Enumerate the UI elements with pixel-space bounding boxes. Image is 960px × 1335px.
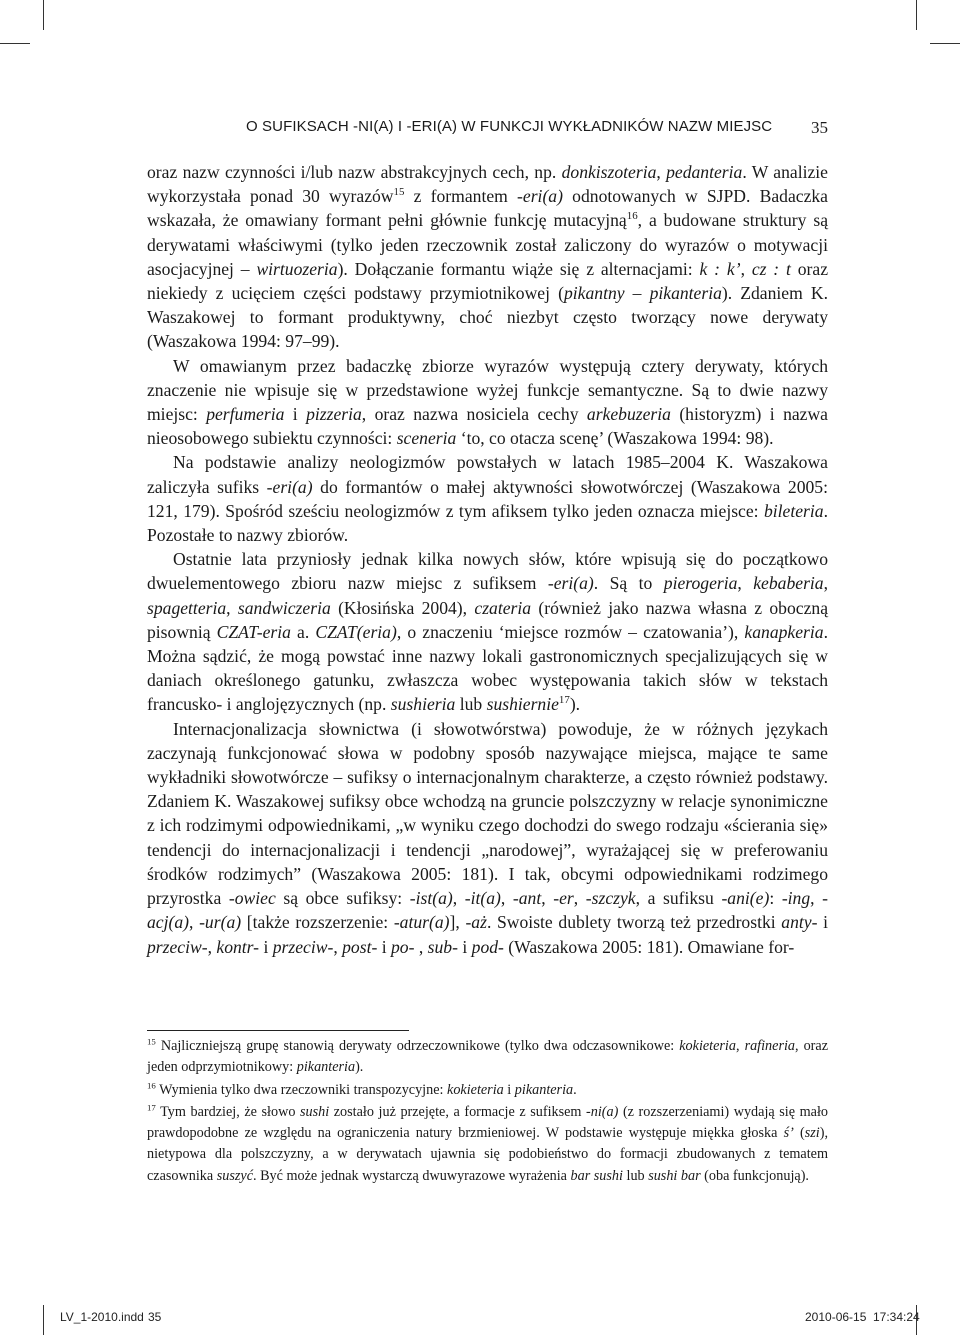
text-run: ,	[414, 936, 428, 957]
italic-term: pikanteria	[296, 1059, 356, 1076]
footer-file: LV_1-2010.indd	[60, 1310, 144, 1324]
text-run: , a budowane struktury są derywatami właściwymi (tylko jeden rzeczownik został zaliczony do wyrazów o motywacji asocjacyjnej –	[147, 210, 829, 279]
text-run: ,	[823, 573, 829, 594]
text-run: ‘to, co otacza scenę’ (Waszakowa 1994: 98).	[456, 428, 774, 449]
footnote-ref: 15	[393, 186, 405, 199]
crop-mark	[916, 0, 917, 30]
italic-term: kanapkeria	[744, 621, 824, 642]
footer-date: 2010-06-15	[805, 1310, 867, 1324]
italic-term: bileteria	[763, 500, 824, 521]
footer-time: 17:34:24	[873, 1310, 920, 1324]
italic-term: po-	[391, 936, 415, 957]
text-run: , a sufiksu	[635, 888, 722, 909]
text-run: ,	[500, 888, 513, 909]
text-run: i	[259, 936, 273, 957]
italic-term: bar sushi	[570, 1167, 623, 1184]
text-run: ,	[573, 888, 586, 909]
text-run: ,	[189, 912, 200, 933]
italic-term: ś’	[783, 1125, 794, 1142]
italic-term: -ant	[512, 888, 542, 909]
text-run: ,	[333, 936, 343, 957]
italic-term: kokieteria	[679, 1038, 736, 1054]
italic-term: wirtuozeria	[256, 258, 338, 279]
italic-term: k : k’	[699, 258, 741, 279]
italic-term: CZAT(eria)	[315, 621, 397, 642]
text-run: Internacjonalizacja słownictwa (i słowotwórstwa) powoduje, że w różnych językach zaczynają funkcjonować słowa w podobny sposób nazywające miejsca, mające te same wykładniki słowotwórcze – sufiksy o internacjonalnym charakterze, a często również podstawy. Zdaniem K. Waszakowej sufiksy obce wchodzą na gruncie polszczyzny w relacje synonimiczne z ich rodzimymi odpowiednikami, „w wyniku czego dochodzi do swego rodzaju «ścierania się» tendencji do internacjonalizacji i tendencji „narodowej”, wyrażającej się w preferowaniu środków rodzimych” (Waszakowa 2005: 181). I tak, obcymi odpowiednikami rodzimego przyrostka	[147, 718, 828, 909]
text-run: W omawianym przez badaczkę zbiorze wyrazów występują cztery derywaty, których znaczenie nie wpisuje się w przedstawione wyżej funkcje semantyczne. Są to dwie nazwy miejsc:	[147, 355, 828, 425]
text-run: ,	[810, 888, 823, 909]
paragraph	[147, 717, 828, 959]
text-run: Najliczniejszą grupę stanowią derywaty odrzeczownikowe (tylko dwa odczasownikowe:	[155, 1038, 680, 1054]
text-run: a.	[290, 621, 316, 642]
text-run: . Są to	[593, 573, 664, 594]
italic-term: sushi	[300, 1103, 330, 1120]
footnote-ref: 15	[147, 1036, 156, 1047]
italic-term: -szczyk	[585, 888, 636, 909]
text-run: ,	[207, 936, 217, 957]
italic-term: rafineria	[744, 1038, 796, 1054]
crop-mark	[43, 1305, 44, 1335]
italic-term: kebaberia	[753, 573, 824, 594]
italic-term: pikanteria	[514, 1081, 574, 1098]
footnote	[147, 1036, 828, 1079]
footnote-separator	[147, 1030, 409, 1031]
text-run: ,	[735, 1038, 745, 1054]
main-text	[147, 160, 828, 959]
italic-term: sceneria	[396, 428, 457, 449]
text-run: lub	[622, 1167, 649, 1184]
text-run: ,	[452, 888, 465, 909]
text-run: i	[457, 936, 472, 957]
paragraph	[147, 450, 828, 547]
running-title: O SUFIKSACH -NI(A) I -ERI(A) W FUNKCJI WYKŁADNIKÓW NAZW MIEJSC	[246, 118, 773, 135]
footnote	[147, 1080, 828, 1101]
footnote-ref: 16	[147, 1079, 156, 1090]
paragraph	[147, 547, 828, 716]
text-run: , oraz jeden odprzymiotnikowy:	[147, 1038, 828, 1076]
text-run: i	[377, 936, 391, 957]
footnote-ref: 16	[626, 210, 638, 223]
italic-term: pod-	[471, 936, 504, 957]
italic-term: perfumeria	[206, 404, 285, 425]
text-run: Tym bardziej, że słowo	[155, 1103, 300, 1120]
italic-term: czateria	[474, 597, 532, 618]
italic-term: -owiec	[228, 888, 276, 909]
italic-term: -ing	[781, 888, 811, 909]
text-run: ). Dołączanie formantu wiąże się z alternacjami:	[337, 258, 700, 279]
italic-term: pedanteria	[666, 162, 743, 182]
italic-term: kokieteria	[447, 1081, 504, 1098]
text-run: Wymienia tylko dwa rzeczowniki transpozycyjne:	[155, 1081, 448, 1098]
italic-term: pizzeria	[306, 404, 362, 425]
text-run: ,	[541, 888, 554, 909]
italic-term: sushieria	[390, 694, 456, 715]
italic-term: pierogeria	[663, 573, 738, 594]
text-run: (historyzm) i nazwa nieosobowego subiektu czynności:	[147, 404, 828, 449]
text-run: ,	[737, 573, 754, 594]
text-run: z formantem	[404, 186, 518, 207]
text-run: (z rozszerzeniami) wydają się mało prawdopodobne ze względu na ograniczenia natury brzmieniowej. W podstawie występuje miękka głoska	[147, 1103, 828, 1142]
text-run: :	[769, 888, 782, 909]
text-run: ,	[226, 597, 238, 618]
text-run: ,	[740, 258, 752, 279]
footnotes	[147, 1036, 828, 1188]
italic-term: -eri(a)	[547, 573, 594, 594]
page-number: 35	[811, 118, 828, 137]
italic-term: -ani(e)	[721, 888, 770, 909]
text-run: Na podstawie analizy neologizmów powstałych w latach 1985–2004 K. Waszakowa zaliczyła sufiks	[147, 452, 828, 497]
italic-term: przeciw-	[272, 936, 334, 957]
italic-term: suszyć	[216, 1167, 253, 1184]
text-run: .	[573, 1081, 577, 1098]
footnote	[147, 1102, 828, 1187]
italic-term: pikantny – pikanteria	[563, 283, 722, 304]
italic-term: -ni(a)	[586, 1103, 619, 1120]
italic-term: sandwiczeria	[237, 597, 331, 618]
text-run: (	[793, 1125, 805, 1142]
paragraph	[147, 354, 828, 451]
footnote-ref: 17	[558, 694, 570, 707]
crop-mark	[930, 43, 960, 44]
italic-term: -er	[553, 888, 574, 909]
italic-term: sushi bar	[648, 1167, 701, 1184]
text-run: oraz nazw czynności i/lub nazw abstrakcyjnych cech, np.	[147, 162, 562, 182]
crop-mark	[0, 43, 30, 44]
text-run: lub	[455, 694, 487, 715]
text-run: i	[284, 404, 307, 425]
text-run: ],	[449, 912, 466, 933]
italic-term: przeciw-	[147, 936, 208, 957]
text-run: (Waszakowa 2005: 181). Omawiane for-	[503, 936, 795, 957]
footnote-ref: 17	[147, 1102, 156, 1113]
text-run: . Pozostałe to nazwy zbiorów.	[147, 500, 828, 546]
italic-term: kontr-	[216, 936, 260, 957]
text-run: , o znaczeniu ‘miejsce rozmów – czatowania’),	[396, 621, 745, 642]
italic-term: sub-	[427, 936, 458, 957]
text-run: . Swoiste dublety tworzą też przedrostki	[486, 912, 782, 933]
italic-term: arkebuzeria	[586, 404, 671, 425]
italic-term: -acj(a)	[147, 888, 829, 933]
text-run: ), nietypowa dla polszczyzny, a w derywatach ujawnia się podobieństwo do formacji zbudowanych z tematem czasownika	[147, 1125, 828, 1184]
italic-term: -it(a)	[464, 888, 501, 909]
italic-term: spagetteria	[147, 597, 227, 618]
italic-term: post-	[342, 936, 378, 957]
text-run: oraz niekiedy z ucięciem części podstawy przymiotnikowej (	[147, 258, 829, 304]
text-run: zostało już przejęte, a formacje z sufiksem	[329, 1103, 587, 1120]
text-run: [także rozszerzenie:	[241, 912, 394, 933]
italic-term: -atur(a)	[393, 912, 450, 933]
text-run: . Być może jednak wystarczą dwuwyrazowe wyrażenia	[253, 1167, 571, 1184]
italic-term: donkiszoteria	[561, 162, 657, 182]
text-run: i	[817, 912, 828, 933]
italic-term: -aż	[465, 912, 487, 933]
text-run: są obce sufiksy:	[275, 888, 410, 909]
text-run: i	[503, 1081, 515, 1098]
italic-term: -ur(a)	[199, 912, 242, 933]
text-run: (Kłosińska 2004),	[330, 597, 475, 618]
italic-term: anty-	[781, 912, 818, 933]
italic-term: szi	[804, 1125, 820, 1142]
text-run: ,	[656, 162, 667, 182]
text-run: ).	[355, 1059, 364, 1076]
text-run: ).	[569, 694, 581, 715]
crop-mark	[43, 0, 44, 30]
paragraph	[147, 160, 828, 354]
italic-term: cz : t	[751, 258, 791, 279]
text-run: (również jako nazwa własna z oboczną pisownią	[147, 597, 829, 642]
text-run: do formantów o małej aktywności słowotwórczej (Waszakowa 2005: 121, 179). Spośród sześciu neologizmów z tym afiksem tylko jeden oznacza miejsce:	[147, 476, 828, 521]
footer-page: 35	[148, 1310, 162, 1324]
italic-term: sushiernie	[486, 694, 559, 715]
text-run: . W analizie wykorzystała ponad 30 wyrazów	[147, 162, 828, 207]
italic-term: -ist(a)	[409, 888, 453, 909]
text-run: odnotowanych w SJPD. Badaczka wskazała, że omawiany formant pełni głównie funkcję mutacyjną	[147, 186, 828, 231]
italic-term: -eri(a)	[266, 476, 313, 497]
text-run: . Można sądzić, że mogą powstać inne nazwy lokali gastronomicznych specjalizujących się w daniach określonego gatunku, zwłaszcza wobec występowania takich słów w tekstach francusko- i anglojęzycznych (np.	[147, 621, 828, 715]
text-run: Ostatnie lata przyniosły jednak kilka nowych słów, które wpisują się do początkowo dwuelementowego zbioru nazw miejsc z sufiksem	[147, 549, 828, 594]
italic-term: CZAT-eria	[216, 621, 291, 642]
text-run: ). Zdaniem K. Waszakowej to formant produktywny, choć niezbyt często tworzący nowe derywaty (Waszakowa 1994: 97–99).	[147, 283, 828, 352]
text-run: , oraz nazwa nosiciela cechy	[361, 404, 587, 425]
italic-term: -eri(a)	[517, 186, 563, 207]
text-run: (oba funkcjonują).	[700, 1167, 809, 1184]
